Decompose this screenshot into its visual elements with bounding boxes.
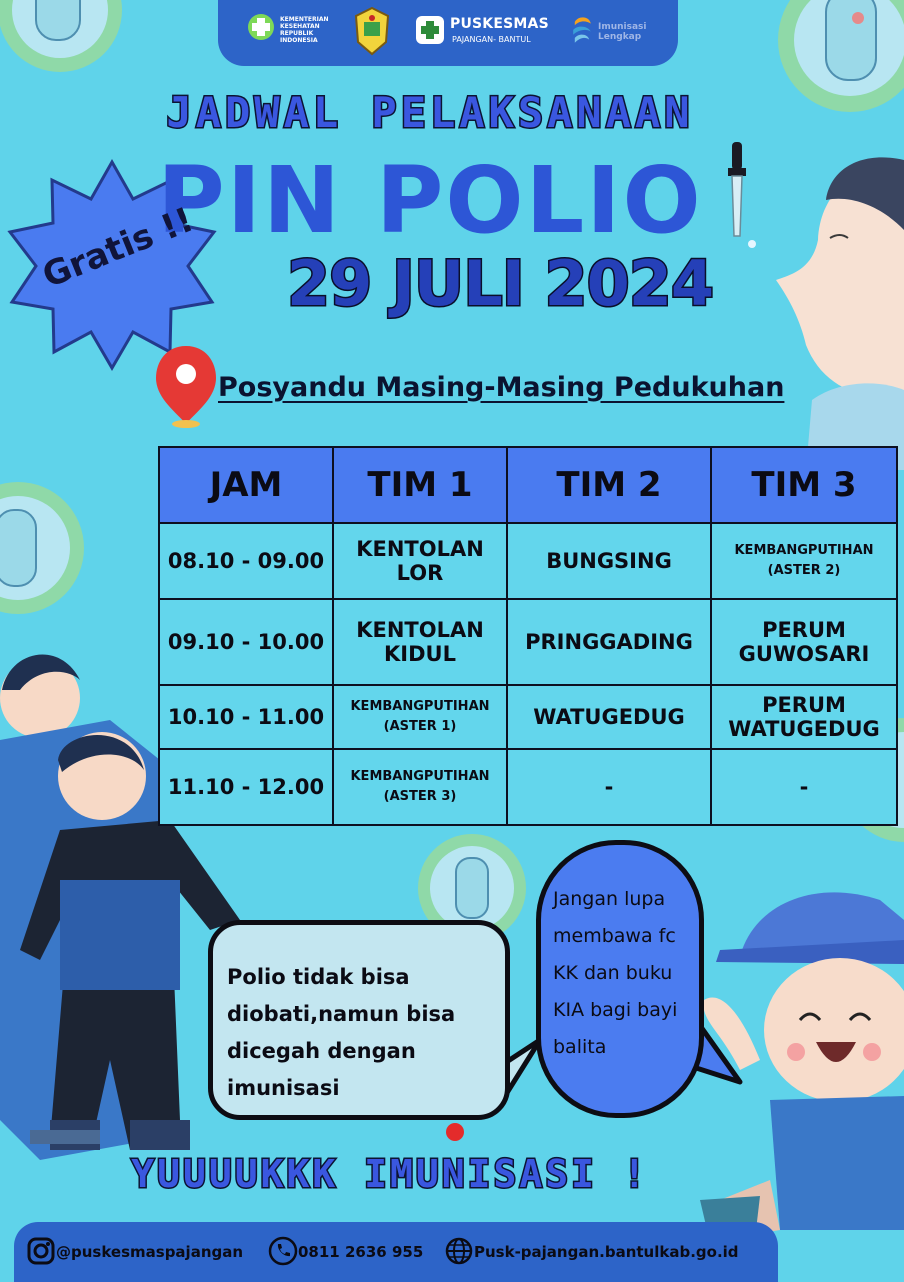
gratis-label: Gratis !! bbox=[36, 199, 200, 297]
puskesmas-logo bbox=[416, 12, 556, 52]
imunisasi-text: Imunisasi Lengkap bbox=[598, 22, 647, 42]
puskesmas-place: PAJANGAN- BANTUL bbox=[452, 35, 531, 44]
time-cell: 08.10 - 09.00 bbox=[159, 523, 333, 599]
kemenkes-mark-icon bbox=[244, 10, 278, 44]
logo-bar bbox=[218, 0, 678, 66]
closing-slogan: YUUUUKKK IMUNISASI ! bbox=[131, 1152, 649, 1196]
headline: PIN POLIO bbox=[157, 147, 703, 254]
website-url: Pusk-pajangan.bantulkab.go.id bbox=[474, 1243, 739, 1261]
page-title: JADWAL PELAKSANAAN bbox=[166, 88, 694, 137]
bantul-emblem-icon bbox=[352, 6, 392, 56]
tim1-cell: KEMBANGPUTIHAN (ASTER 1) bbox=[333, 685, 507, 749]
schedule-table bbox=[158, 446, 898, 826]
imunisasi-mark-icon bbox=[570, 12, 594, 48]
contact-footer bbox=[14, 1222, 778, 1282]
time-cell: 10.10 - 11.00 bbox=[159, 685, 333, 749]
table-row bbox=[159, 685, 897, 749]
tim2-cell: BUNGSING bbox=[507, 523, 711, 599]
map-pin-icon bbox=[156, 346, 216, 428]
tim1-cell: KENTOLAN KIDUL bbox=[333, 599, 507, 685]
virus-illustration bbox=[0, 482, 84, 614]
globe-icon bbox=[444, 1236, 474, 1266]
reminder-text: Jangan lupa membawa fc KK dan buku KIA bagi bayi balita bbox=[553, 888, 678, 1058]
phone-number: 0811 2636 955 bbox=[298, 1243, 424, 1261]
tim2-cell: WATUGEDUG bbox=[507, 685, 711, 749]
instagram-handle: @puskesmaspajangan bbox=[56, 1243, 244, 1261]
tim3-cell: PERUM WATUGEDUG bbox=[711, 685, 897, 749]
column-header: TIM 2 bbox=[507, 447, 711, 523]
imunisasi-lengkap-logo bbox=[570, 8, 670, 56]
phone-icon bbox=[268, 1236, 298, 1266]
puskesmas-cross-icon bbox=[416, 16, 444, 44]
virus-illustration bbox=[778, 0, 904, 112]
dropper-icon bbox=[728, 142, 756, 248]
tim2-cell: - bbox=[507, 749, 711, 825]
child-illustration bbox=[776, 157, 904, 470]
polio-message-bubble bbox=[208, 920, 510, 1120]
kemenkes-text: KEMENTERIAN KESEHATAN REPUBLIK INDONESIA bbox=[280, 16, 329, 44]
polio-message-text: Polio tidak bisa diobati,namun bisa dicegah dengan imunisasi bbox=[227, 965, 456, 1100]
location-label: Posyandu Masing-Masing Pedukuhan bbox=[218, 372, 785, 403]
event-date: 29 JULI 2024 bbox=[287, 247, 713, 320]
phone-contact[interactable] bbox=[268, 1236, 444, 1268]
table-row bbox=[159, 749, 897, 825]
tim1-cell: KEMBANGPUTIHAN (ASTER 3) bbox=[333, 749, 507, 825]
tim2-cell: PRINGGADING bbox=[507, 599, 711, 685]
puskesmas-name: PUSKESMAS bbox=[450, 16, 549, 32]
virus-illustration bbox=[0, 0, 122, 72]
column-header: JAM bbox=[159, 447, 333, 523]
gratis-badge bbox=[16, 172, 206, 332]
instagram-contact[interactable] bbox=[26, 1236, 268, 1268]
column-header: TIM 3 bbox=[711, 447, 897, 523]
time-cell: 09.10 - 10.00 bbox=[159, 599, 333, 685]
tim3-cell: PERUM GUWOSARI bbox=[711, 599, 897, 685]
kemenkes-logo bbox=[244, 6, 340, 50]
time-cell: 11.10 - 12.00 bbox=[159, 749, 333, 825]
table-header-row bbox=[159, 447, 897, 523]
column-header: TIM 1 bbox=[333, 447, 507, 523]
tim1-cell: KENTOLAN LOR bbox=[333, 523, 507, 599]
instagram-icon bbox=[26, 1236, 56, 1266]
table-row bbox=[159, 599, 897, 685]
website-contact[interactable] bbox=[444, 1236, 778, 1268]
table-row bbox=[159, 523, 897, 599]
tim3-cell: KEMBANGPUTIHAN (ASTER 2) bbox=[711, 523, 897, 599]
tim3-cell: - bbox=[711, 749, 897, 825]
reminder-bubble bbox=[536, 840, 704, 1118]
